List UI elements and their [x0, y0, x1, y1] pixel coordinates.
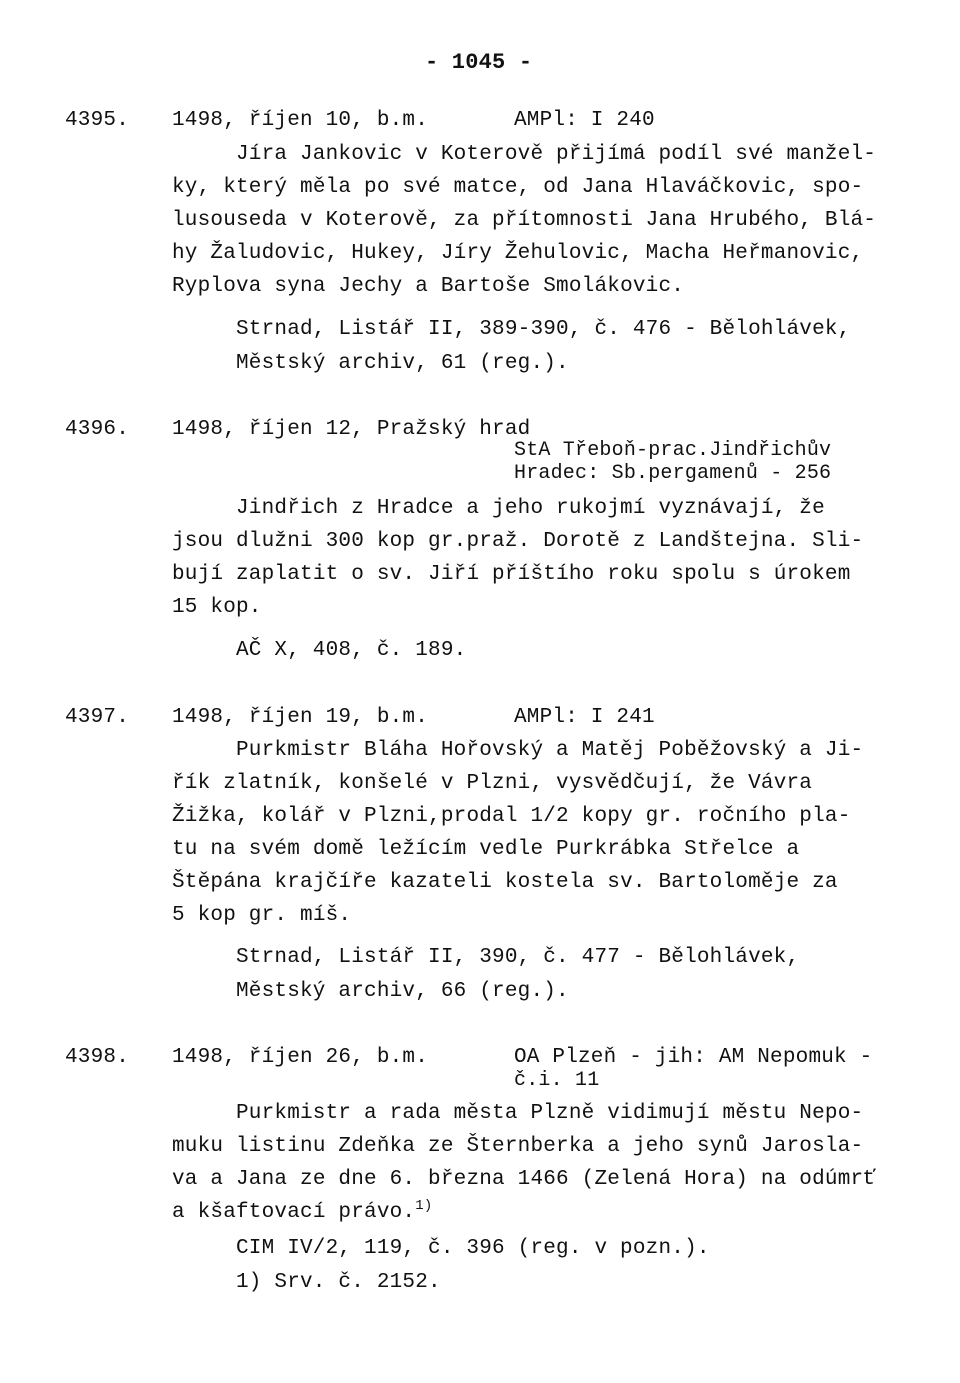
entry-archive: č.i. 11 — [514, 1069, 600, 1092]
entry-body-line: Ryplova syna Jechy a Bartoše Smolákovic. — [172, 275, 685, 298]
entry-date: 1498, říjen 12, Pražský hrad — [172, 418, 531, 441]
entry-body-line: lusouseda v Koterově, za přítomnosti Jana Hrubého, Blá- — [172, 209, 877, 232]
entry-archive: AMPl: I 240 — [514, 109, 655, 132]
entry-body-line: tu na svém domě ležícím vedle Purkrábka Střelce a — [172, 838, 800, 861]
entry-body-line: va a Jana ze dne 6. března 1466 (Zelená Hora) na odúmrť — [172, 1168, 877, 1191]
entry-body-line: 15 kop. — [172, 596, 262, 619]
entry-date: 1498, říjen 26, b.m. — [172, 1046, 429, 1069]
entry-number: 4397. — [65, 706, 130, 729]
entry-body-line — [172, 1198, 432, 1228]
entry-archive: Hradec: Sb.pergamenů - 256 — [514, 462, 832, 485]
footnote-ref: 1) — [415, 1198, 433, 1214]
entry-body-line: muku listinu Zdeňka ze Šternberka a jeho synů Jarosla- — [172, 1135, 864, 1158]
entry-body-line: Jindřich z Hradce a jeho rukojmí vyznávají, že — [236, 497, 825, 520]
entry-archive: AMPl: I 241 — [514, 706, 655, 729]
entry-source-line: CIM IV/2, 119, č. 396 (reg. v pozn.). — [236, 1237, 710, 1260]
page-number: - 1045 - — [425, 50, 533, 75]
entry-body-line: hy Žaludovic, Hukey, Jíry Žehulovic, Macha Heřmanovic, — [172, 242, 864, 265]
entry-source-line: Strnad, Listář II, 390, č. 477 - Bělohlávek, — [236, 946, 800, 969]
entry-body-text: a kšaftovací právo. — [172, 1201, 416, 1224]
footnote: 1) Srv. č. 2152. — [236, 1271, 441, 1294]
entry-body-line: Purkmistr a rada města Plzně vidimují městu Nepo- — [236, 1102, 864, 1125]
entry-number: 4395. — [65, 109, 130, 132]
entry-source-line: Městský archiv, 66 (reg.). — [236, 980, 569, 1003]
entry-source-line: Strnad, Listář II, 389-390, č. 476 - Bělohlávek, — [236, 318, 851, 341]
entry-body-line: Jíra Jankovic v Koterově přijímá podíl své manžel- — [236, 143, 877, 166]
entry-body-line: 5 kop gr. míš. — [172, 904, 352, 927]
entry-body-line: jsou dlužni 300 kop gr.praž. Dorotě z Landštejna. Sli- — [172, 530, 864, 553]
entry-body-line: Žižka, kolář v Plzni,prodal 1/2 kopy gr. ročního pla- — [172, 805, 851, 828]
entry-body-line: ky, který měla po své matce, od Jana Hlaváčkovic, spo- — [172, 176, 864, 199]
entry-number: 4396. — [65, 418, 130, 441]
entry-body-line: řík zlatník, konšelé v Plzni, vysvědčují, že Vávra — [172, 772, 813, 795]
entry-number: 4398. — [65, 1046, 130, 1069]
entry-body-line: Štěpána krajčíře kazateli kostela sv. Bartoloměje za — [172, 871, 838, 894]
entry-archive: OA Plzeň - jih: AM Nepomuk - — [514, 1046, 873, 1069]
entry-date: 1498, říjen 19, b.m. — [172, 706, 429, 729]
entry-date: 1498, říjen 10, b.m. — [172, 109, 429, 132]
entry-source-line: Městský archiv, 61 (reg.). — [236, 352, 569, 375]
entry-archive: StA Třeboň-prac.Jindřichův — [514, 439, 832, 462]
entry-source-line: AČ X, 408, č. 189. — [236, 639, 467, 662]
entry-body-line: bují zaplatit o sv. Jiří příštího roku spolu s úrokem — [172, 563, 851, 586]
entry-body-line: Purkmistr Bláha Hořovský a Matěj Poběžovský a Ji- — [236, 739, 864, 762]
